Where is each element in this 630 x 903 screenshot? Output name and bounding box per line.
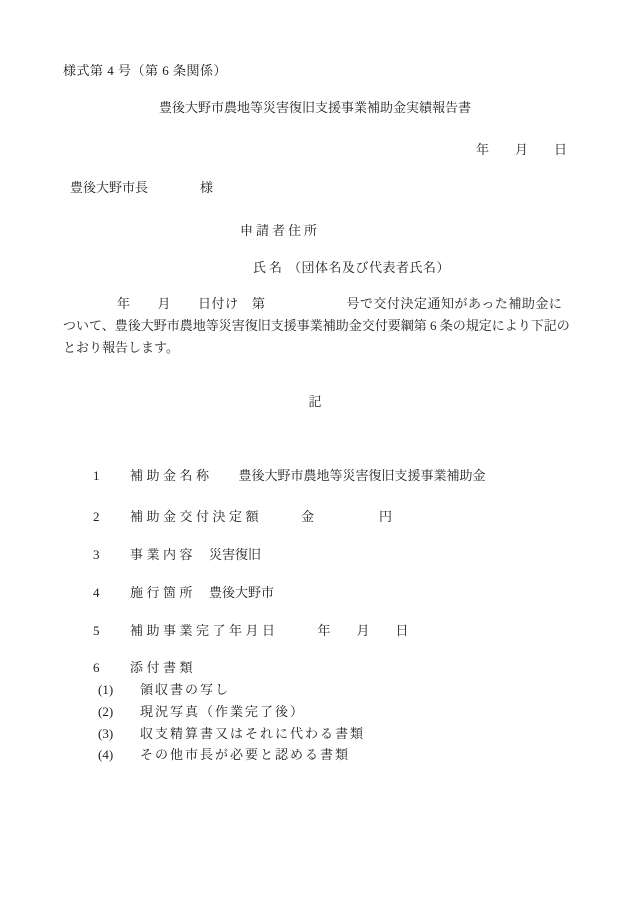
item-value: 災害復旧 xyxy=(196,547,262,562)
attachment-number: (4) xyxy=(98,747,114,762)
addressee-line: 豊後大野市長 様 xyxy=(70,180,214,195)
item-label: 事業内容 xyxy=(130,547,197,562)
item-row-subsidy-name xyxy=(80,453,486,498)
applicant-name-label: 氏名 xyxy=(253,260,286,275)
body-paragraph-line-3: とおり報告します。 xyxy=(63,340,179,355)
item-number: 6 xyxy=(93,660,100,675)
item-label: 施行箇所 xyxy=(130,585,197,600)
item-label: 補助金交付決定額 xyxy=(130,509,263,524)
item-number: 5 xyxy=(93,623,100,638)
body-paragraph-line-1: 年 月 日付け 第 号で交付決定通知があった補助金に xyxy=(63,296,563,311)
applicant-name-note: （団体名及び代表者氏名） xyxy=(288,260,451,275)
item-number: 3 xyxy=(93,547,100,562)
item-number: 1 xyxy=(93,468,100,483)
attachment-number: (1) xyxy=(98,682,114,697)
form-number: 様式第 4 号（第 6 条関係） xyxy=(63,63,228,78)
attachment-text: 領収書の写し xyxy=(140,682,231,697)
ki-heading: 記 xyxy=(308,394,322,409)
attachment-number: (3) xyxy=(98,726,114,741)
attachment-row-other-documents xyxy=(85,732,350,777)
item-number: 2 xyxy=(93,509,100,524)
item-value: 金 円 xyxy=(262,509,393,524)
attachment-text: 収支精算書又はそれに代わる書類 xyxy=(140,726,366,741)
item-label: 補助金名称 xyxy=(130,468,213,483)
item-number: 4 xyxy=(93,585,100,600)
item-value: 年 月 日 xyxy=(278,623,409,638)
date-blank-line: 年 月 日 xyxy=(475,142,567,157)
body-paragraph-line-2: ついて、豊後大野市農地等災害復旧支援事業補助金交付要綱第 6 条の規定により下記の xyxy=(63,318,570,333)
item-value: 豊後大野市農地等災害復旧支援事業補助金 xyxy=(212,468,486,483)
item-label: 補助事業完了年月日 xyxy=(130,623,279,638)
applicant-name-line xyxy=(240,245,450,290)
item-value: 豊後大野市 xyxy=(196,585,275,600)
applicant-address-label: 申請者住所 xyxy=(240,223,321,238)
attachment-number: (2) xyxy=(98,704,114,719)
document-title: 豊後大野市農地等災害復旧支援事業補助金実績報告書 xyxy=(158,100,471,115)
attachment-text: 現況写真（作業完了後） xyxy=(140,704,306,719)
attachment-text: その他市長が必要と認める書類 xyxy=(140,747,351,762)
item-label: 添付書類 xyxy=(130,660,197,675)
